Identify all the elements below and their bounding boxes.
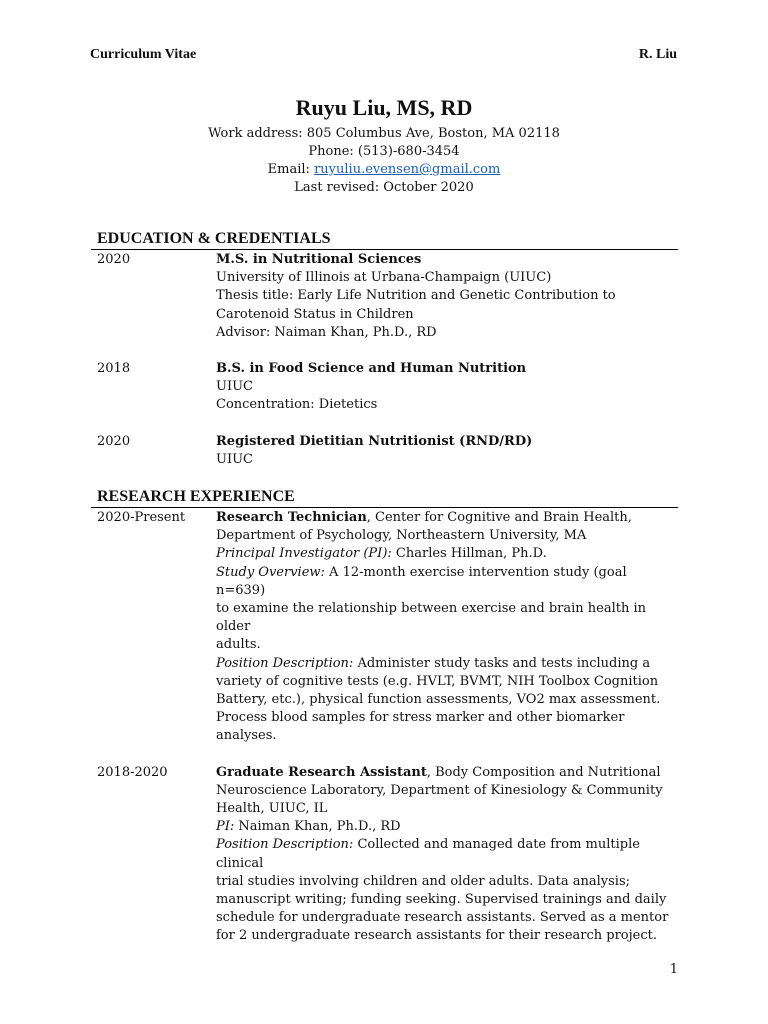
overview-label: Study Overview: (216, 564, 325, 580)
entry-line: Department of Psychology, Northeastern University, MA (216, 528, 587, 544)
entry-line: adults. (216, 637, 261, 653)
pi-label: PI: (216, 819, 235, 835)
role-title: Graduate Research Assistant (216, 764, 427, 780)
entry-line: Process blood samples for stress marker and other biomarker (216, 710, 625, 726)
contact-block (0, 95, 768, 197)
education-entry (91, 433, 678, 469)
pi-label: Principal Investigator (PI): (216, 546, 392, 562)
education-section (91, 230, 678, 469)
overview-text: A 12-month exercise intervention study (goal n=639) (216, 564, 627, 598)
entry-line: variety of cognitive tests (e.g. HVLT, BVMT, NIH Toolbox Cognition (216, 673, 659, 689)
entry-date: 2020 (97, 252, 131, 267)
education-entry (91, 251, 678, 342)
role-detail: , Body Composition and Nutritional (426, 764, 661, 780)
entry-line: for 2 undergraduate research assistants for their research project. (216, 928, 657, 944)
page-number: 1 (669, 962, 678, 977)
entry-line: UIUC (216, 379, 253, 395)
email-line (0, 161, 768, 179)
research-title: RESEARCH EXPERIENCE (91, 488, 678, 508)
entry-line: manuscript writing; funding seeking. Supervised trainings and daily (216, 892, 667, 908)
degree-title: Registered Dietitian Nutritionist (RND/RD) (216, 433, 533, 449)
work-address: Work address: 805 Columbus Ave, Boston, MA 02118 (208, 126, 560, 141)
description-label: Position Description: (216, 837, 354, 853)
description-label: Position Description: (216, 655, 354, 671)
entry-line: Thesis title: Early Life Nutrition and Genetic Contribution to (216, 288, 616, 304)
entry-date: 2020 (97, 433, 131, 449)
last-revised: Last revised: October 2020 (294, 180, 474, 195)
entry-date: 2020-Present (97, 510, 186, 525)
email-link[interactable]: ruyuliu.evensen@gmail.com (314, 162, 501, 177)
entry-line: Health, UIUC, IL (216, 801, 328, 817)
entry-line: UIUC (216, 451, 253, 467)
entry-date: 2018 (97, 361, 131, 377)
entry-line: Concentration: Dietetics (216, 397, 378, 413)
entry-line: analyses. (216, 728, 277, 744)
entry-line: Neuroscience Laboratory, Department of Kinesiology & Community (216, 782, 663, 798)
research-section (91, 488, 678, 946)
research-entry (91, 764, 678, 946)
entry-line: University of Illinois at Urbana-Champaign (UIUC) (216, 270, 552, 286)
entry-line: to examine the relationship between exercise and brain health in older (216, 601, 647, 635)
role-title: Research Technician (216, 510, 367, 525)
person-name: Ruyu Liu, MS, RD (295, 95, 473, 120)
education-title: EDUCATION & CREDENTIALS (91, 230, 678, 250)
email-label: Email: (267, 162, 315, 177)
entry-line: schedule for undergraduate research assistants. Served as a mentor (216, 910, 669, 926)
education-entry (91, 360, 678, 415)
research-entry (91, 509, 678, 746)
entry-line: trial studies involving children and older adults. Data analysis; (216, 873, 630, 889)
description-text: Administer study tasks and tests including a (353, 655, 651, 671)
entry-date: 2018-2020 (97, 764, 168, 780)
running-header-left: Curriculum Vitae (90, 47, 197, 62)
pi-name: Naiman Khan, Ph.D., RD (234, 819, 401, 835)
degree-title: B.S. in Food Science and Human Nutrition (216, 361, 527, 377)
description-text: Collected and managed date from multiple clinical (216, 837, 640, 871)
entry-line: Battery, etc.), physical function assessments, VO2 max assessment. (216, 692, 661, 708)
entry-line: Advisor: Naiman Khan, Ph.D., RD (216, 324, 437, 340)
phone: Phone: (513)-680-3454 (308, 144, 460, 159)
pi-name: Charles Hillman, Ph.D. (391, 546, 547, 562)
role-detail: , Center for Cognitive and Brain Health, (366, 510, 632, 525)
entry-line: Carotenoid Status in Children (216, 306, 414, 322)
degree-title: M.S. in Nutritional Sciences (216, 252, 422, 267)
running-header-right: R. Liu (638, 47, 677, 62)
